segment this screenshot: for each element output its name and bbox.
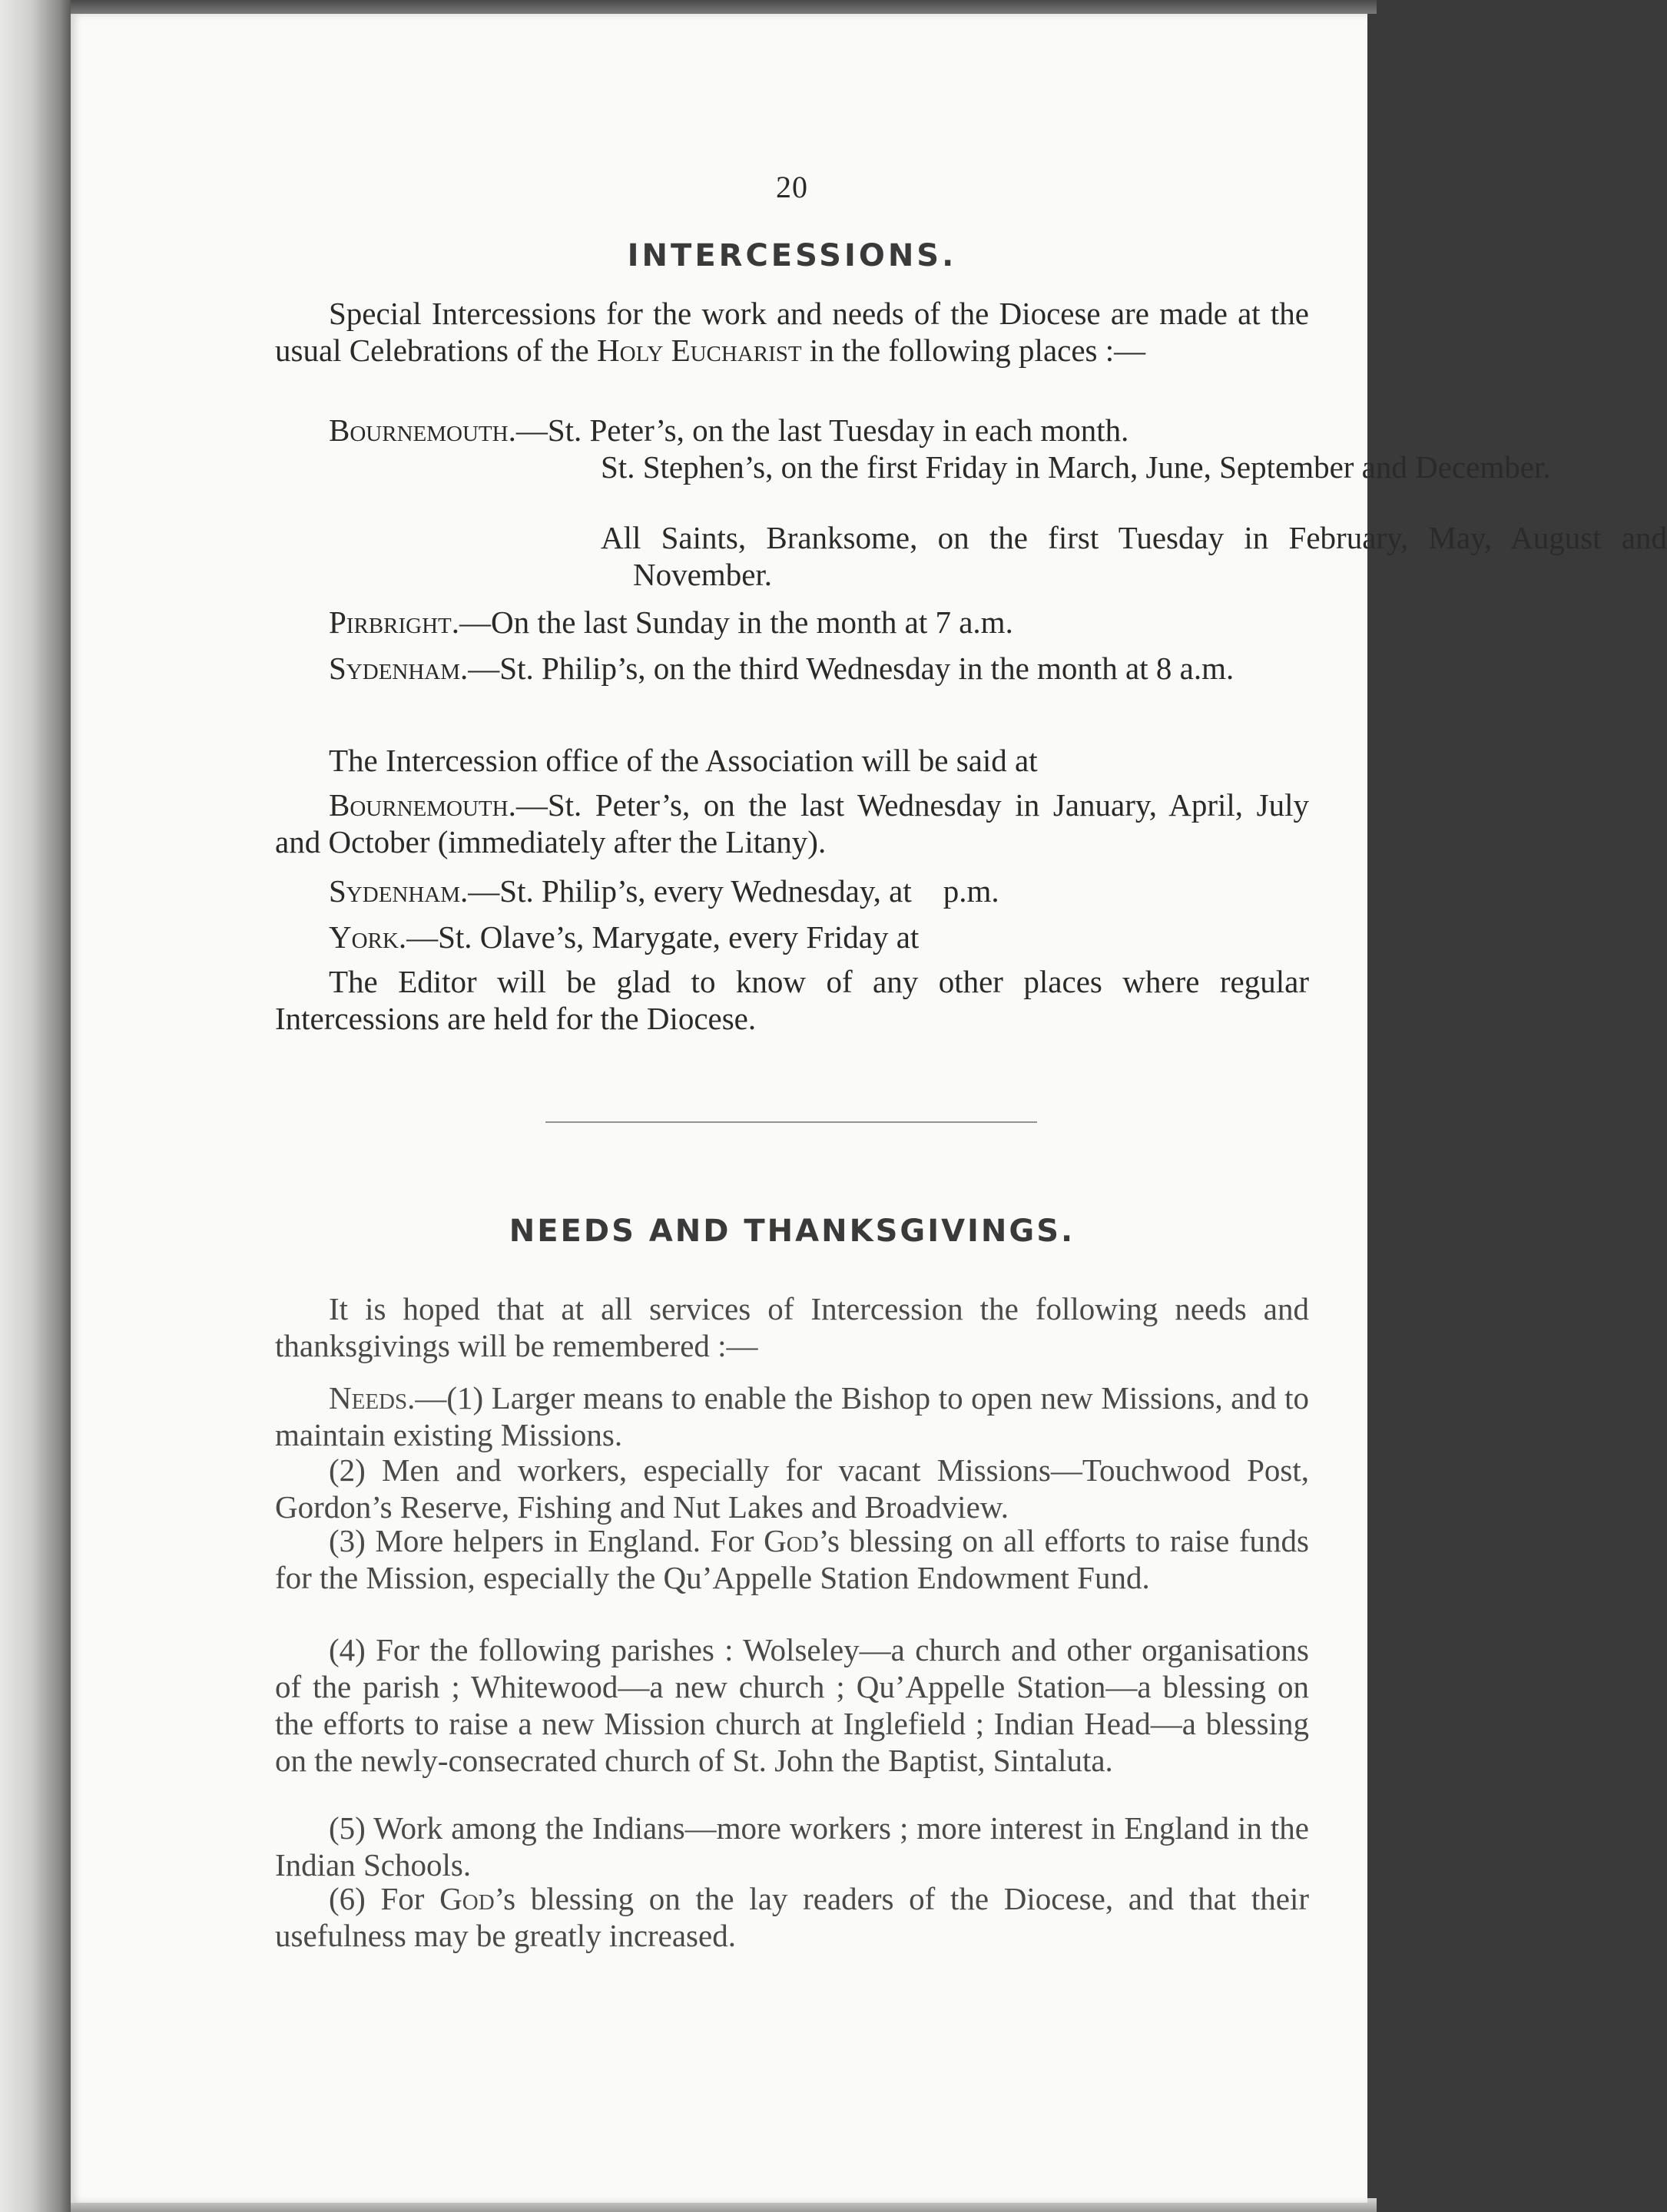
place-sydenham: Sydenham (329, 651, 461, 686)
place-bournemouth: Bournemouth (329, 787, 509, 823)
text-column (275, 0, 1667, 2212)
section-divider (545, 1121, 1037, 1123)
sydenham-line (275, 650, 1363, 687)
intro-text-b: in the following places :— (801, 333, 1146, 368)
needs-item-3-god: God (764, 1523, 819, 1558)
pirbright-text: .—On the last Sunday in the month at 7 a.m. (451, 604, 1013, 640)
needs-item-5: (5) Work among the Indians—more workers ; more interest in England in the Indian Schools. (275, 1810, 1309, 1883)
needs-item-3-text-a: (3) More helpers in England. For (329, 1523, 764, 1558)
intercessions-heading: INTERCESSIONS. (627, 238, 957, 273)
needs-item-6-god: God (439, 1881, 495, 1916)
place-york: York (329, 919, 399, 955)
page-edge-left (0, 0, 71, 2212)
needs-label: Needs (329, 1380, 408, 1416)
needs-item-6 (275, 1880, 1309, 1954)
needs-item-2: (2) Men and workers, especially for vacant Missions—Touchwood Post, Gordon’s Reserve, Fishing and Nut Lakes and Broadview. (275, 1452, 1309, 1525)
sydenham-text: .—St. Philip’s, on the third Wednesday in the month at 8 a.m. (460, 651, 1235, 686)
needs-item-4: (4) For the following parishes : Wolseley—a church and other organisations of the parish ; Whitewood—a new church ; Qu’Appelle Station—a blessing on the efforts to raise a new Mission church at Inglefield ; Indian Head—a blessing on the newly-consecrated church of St. John the Baptist, Sintaluta. (275, 1632, 1309, 1778)
intercessions-intro (275, 295, 1309, 369)
intro-text-a: Special Intercessions for the work and needs of the Diocese are made at the usual Celebrations of the (275, 296, 1309, 368)
office-york-text: .—St. Olave’s, Marygate, every Friday at (398, 919, 920, 955)
needs-item-3-text-b: ’s blessing on all efforts to raise funds for the Mission, especially the Qu’Appelle Station Endowment Fund. (275, 1523, 1309, 1595)
pirbright-line (275, 604, 1363, 641)
bournemouth-all-saints: All Saints, Branksome, on the first Tuesday in February, May, August and November. (601, 520, 1667, 592)
needs-heading: NEEDS AND THANKSGIVINGS. (509, 1214, 1075, 1249)
bournemouth-st-peters: .—St. Peter’s, on the last Tuesday in each month. (508, 412, 1129, 448)
needs-item-6-text-a: (6) For (329, 1881, 440, 1916)
office-intro: The Intercession office of the Association will be said at (329, 743, 1038, 778)
bournemouth-line (275, 412, 1363, 449)
office-bournemouth-text: .—St. Peter’s, on the last Wednesday in January, April, July and October (immediately after the Litany). (275, 787, 1309, 859)
needs-item-1-text: .—(1) Larger means to enable the Bishop to open new Missions, and to maintain existing Missions. (275, 1380, 1309, 1452)
needs-intro: It is hoped that at all services of Intercession the following needs and thanksgivings will be remembered :— (275, 1291, 1309, 1363)
office-york (275, 919, 1309, 955)
needs-item-3 (275, 1522, 1309, 1596)
place-bournemouth: Bournemouth (329, 412, 509, 448)
editor-note: The Editor will be glad to know of any other places where regular Intercessions are held for the Diocese. (275, 964, 1309, 1036)
needs-item-6-text-b: ’s blessing on the lay readers of the Diocese, and that their usefulness may be greatly increased. (275, 1881, 1310, 1953)
intro-holy-eucharist: Holy Eucharist (597, 333, 802, 368)
place-sydenham: Sydenham (329, 873, 461, 909)
office-sydenham-text: .—St. Philip’s, every Wednesday, at p.m. (460, 873, 999, 909)
office-sydenham (275, 873, 1309, 909)
bournemouth-st-stephens: St. Stephen’s, on the first Friday in March, June, September and December. (601, 449, 1551, 485)
office-bournemouth (275, 786, 1309, 860)
page-number: 20 (776, 170, 808, 204)
needs-item-1 (275, 1379, 1309, 1453)
place-pirbright: Pirbright (329, 604, 452, 640)
